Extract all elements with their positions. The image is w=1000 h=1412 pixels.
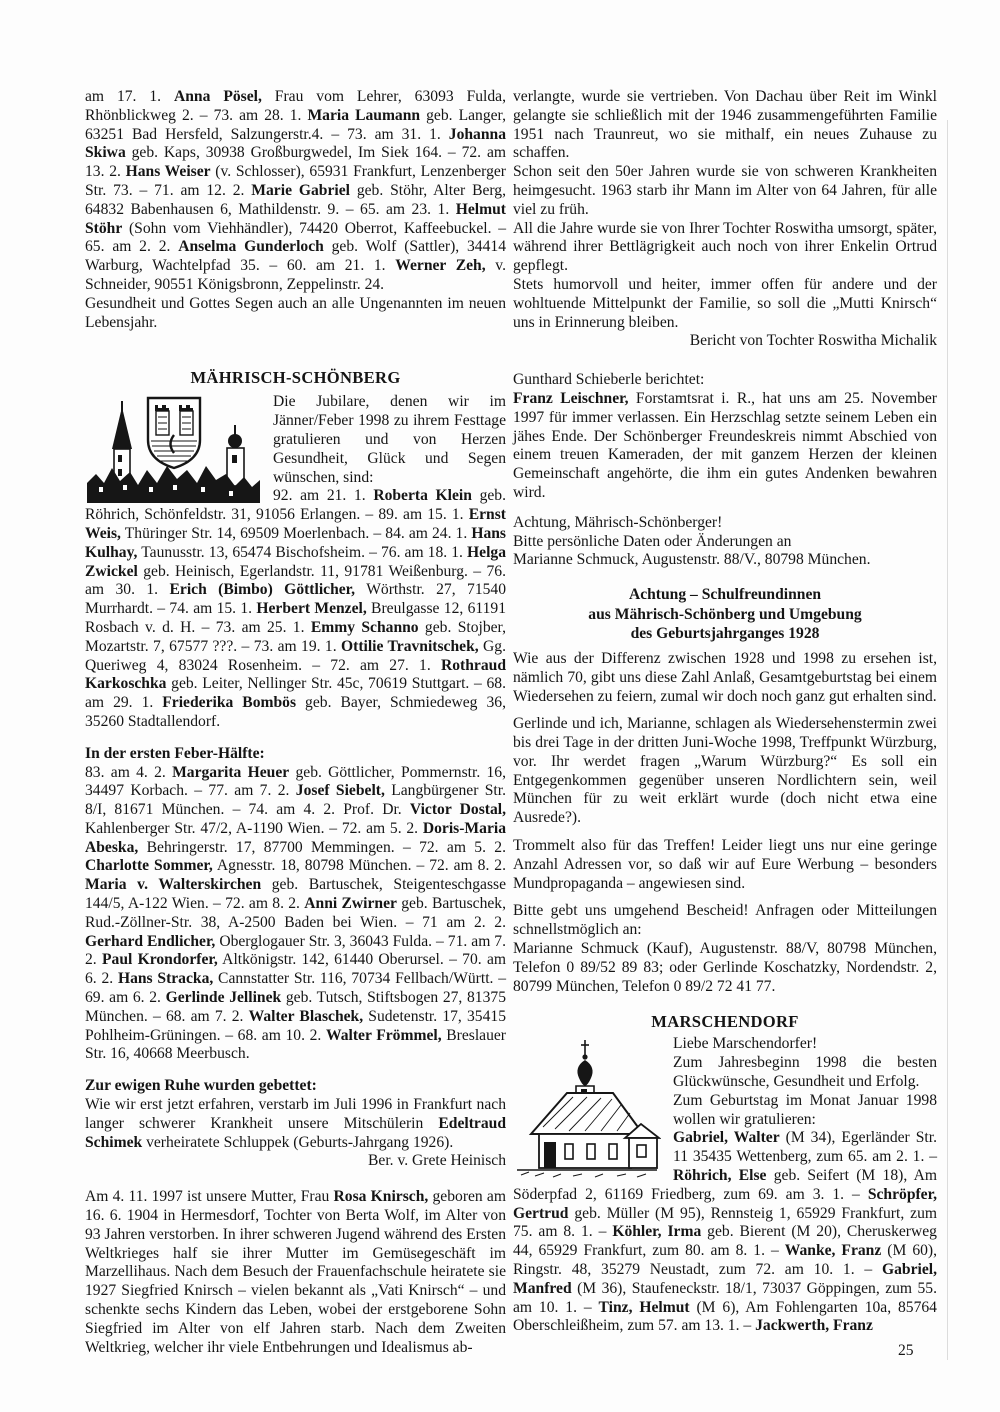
subheading-obituaries: Zur ewigen Ruhe wurden gebettet:	[85, 1077, 317, 1095]
paragraph-feber-jubilare: 83. am 4. 2. Margarita Heuer geb. Göttlicher, Pommernstr. 16, 34497 Korbach. – 77. am 7. 2. Josef Siebelt, Langbürgener Str. 8/I, 81671 München. – 74. am 4. 2. Prof. Dr. Victor Dostal, Kahlenberger Str. 47/2, A-1190 Wien. – 72. am 5. 2. Doris-Maria Abeska, Behringerstr. 17, 87700 Memmingen. – 72. am 5. 2. Charlotte Sommer, Agnesstr. 18, 80798 München. – 72. am 8. 2. Maria v. Walterskirchen geb. Bartuschek, Steigenteschgasse 144/5, A-122 Wien. – 72. am 8. 2. Anni Zwirner geb. Bartuschek, Rud.-Zöllner-Str. 38, A-2500 Baden bei Wien. – 71 am 2. 2. Gerhard Endlicher, Oberglogauer Str. 3, 36043 Fulda. – 71. am 7. 2. Paul Krondorfer, Altkönigstr. 142, 61440 Oberursel. – 70. am 6. 2. Hans Stracka, Cannstatter Str. 116, 70734 Fellbach/Württ. – 69. am 6. 2. Gerlinde Jellinek geb. Tutsch, Stiftsbogen 27, 81375 München. – 68. am 7. 2. Walter Blaschek, Sudetenstr. 17, 35415 Pohlheim-Grüningen. – 68. am 10. 2. Walter Frömmel, Breslauer Str. 16, 40668 Meerbusch.	[85, 763, 507, 1063]
paragraph-knirsch-continued-2: Schon seit den 50er Jahren wurde sie von schweren Krankheiten heimgesucht. 1963 starb ihr Mann im Alter von 64 Jahren, für alle viel zu früh.	[513, 163, 937, 218]
heading-line: Achtung – Schulfreundinnen	[628, 586, 822, 604]
right-column	[513, 88, 937, 1336]
paragraph-reunion-contact: Bitte gebt uns umgehend Bescheid! Anfragen oder Mitteilungen schnellstmöglich an:	[513, 902, 937, 939]
paragraph-reunion-2: Gerlinde und ich, Marianne, schlagen als Wiedersehenstermin zwei bis drei Tage in der dritten Juni-Woche 1998, Treffpunkt Würzburg, vor. Ihr werdet fragen „Warum Würzburg?“ Es soll ein Entgegenkommen gegenüber unseren Nordlichtern sein, weil München für zu weit erklärt wurde (doch nicht etwa eine Ausrede?).	[513, 715, 937, 827]
heading-line: aus Mährisch-Schönberg und Umgebung	[588, 605, 862, 623]
paragraph-knirsch-continued-1: verlangte, wurde sie vertrieben. Von Dachau über Reit im Winkl gelangte sie schließlich mit der 1946 zusammengeführten Familie 1951 nach Traunreut, wo sie mithalf, ein neues Zuhause zu schaffen.	[513, 88, 937, 162]
paragraph-blessing: Gesundheit und Gottes Segen auch an alle Ungenannten im neuen Lebensjahr.	[85, 294, 506, 331]
notice-line: Bitte persönliche Daten oder Änderungen an	[513, 532, 792, 550]
page-number: 25	[898, 1342, 914, 1359]
spire-ball	[582, 1055, 587, 1060]
paragraph-schoenberg-jubilare: 92. am 21. 1. Roberta Klein geb. Röhrich, Schönfeldstr. 31, 91056 Erlangen. – 89. am 15. 1. Ernst Weis, Thüringer Str. 14, 69509 Moerlenbach. – 84. am 24. 1. Hans Kulhay, Taunusstr. 13, 65474 Bischofsheim. – 76. am 18. 1. Helga Zwickel geb. Heinisch, Egerlandstr. 11, 91781 Weißenburg. – 76. am 30. 1. Erich (Bimbo) Göttlicher, Wörthstr. 27, 71540 Murrhardt. – 74. am 15. 1. Herbert Menzel, Breulgasse 12, 61191 Rosbach v. d. H. – 73. am 25. 1. Emmy Schanno geb. Stojber, Mozartstr. 7, 67577 ???. – 73. am 19. 1. Ottilie Travnitschek, Gg. Queriweg 4, 83024 Rosenheim. – 72. am 27. 1. Rothraud Karkoschka geb. Leiter, Nellinger Str. 45c, 70619 Stuttgart. – 68. am 29. 1. Friederika Bombös geb. Bayer, Schmiedeweg 36, 35260 Stadtallendorf.	[85, 487, 507, 730]
paragraph-marschendorf-wishes: Zum Jahresbeginn 1998 die besten Glückwünsche, Gesundheit und Erfolg.	[673, 1054, 937, 1091]
paragraph-marschendorf-birthday-intro: Zum Geburtstag im Monat Januar 1998 wollen wir gratulieren:	[673, 1091, 937, 1128]
right-tower-icon	[227, 425, 244, 486]
heading-line: des Geburtsjahrganges 1928	[630, 625, 820, 643]
paragraph-reunion-address: Marianne Schmuck (Kauf), Augustenstr. 88/V, 80798 München, Telefon 0 89/52 89 83; oder Gerlinde Koschatzky, Nordendstr. 2, 80799 München, Telefon 0 89/2 72 41 77.	[513, 940, 937, 995]
paragraph-obituary-knirsch: Am 4. 11. 1997 ist unsere Mutter, Frau Rosa Knirsch, geboren am 16. 6. 1904 in Hermesdorf, Tochter von Berta Wolf, im Alter von 93 Jahren verstorben. In ihrer schweren Jugend während des Ersten Weltkrieges half sie ihrer Mutter im Gemüsegeschäft im Marzellihaus. Nach dem Besuch der Frauenfachschule heiratete sie 1927 Siegfried Knirsch – vielen bekannt als „Vati Knirsch“ – und schenkte sechs Kindern das Leben, wobei der erstgeborene Sohn Siegfried im Alter von elf Jahren starb. Nach dem Zweiten Weltkrieg, welcher ihr viele Entbehrungen und Idealismus ab-	[85, 1188, 506, 1356]
notice-line: Achtung, Mährisch-Schönberger!	[513, 513, 723, 531]
subheading-feber: In der ersten Feber-Hälfte:	[85, 744, 265, 762]
church-roof	[531, 1093, 643, 1134]
notice-line: Marianne Schmuck, Augustenstr. 88/V., 80798 München.	[513, 551, 871, 569]
byline-grete-heinisch: Ber. v. Grete Heinisch	[368, 1152, 506, 1170]
byline-roswitha-michalik: Bericht von Tochter Roswitha Michalik	[689, 332, 937, 350]
paragraph-reunion-1: Wie aus der Differenz zwischen 1928 und 1998 zu ersehen ist, nämlich 70, gibt uns diese Zahl Anlaß, Gesamtgeburtstag bei einem Wiedersehen zu feiern, zumal wir doch noch ganz gut erhalten sind.	[513, 649, 937, 705]
paragraph-reunion-3: Trommelt also für das Treffen! Leider liegt uns nur eine geringe Anzahl Adressen vor, so daß wir auf Eure Werbung – besonders Mundpropaganda – angewiesen sind.	[513, 837, 937, 892]
section-title-schulfreundinnen	[513, 585, 937, 644]
schoenberg-town-illustration	[85, 395, 263, 503]
onion-dome	[577, 1060, 592, 1086]
paragraph-obituary-leischner: Franz Leischner, Forstamtsrat i. R., hat uns am 25. November 1997 für immer verlassen. Ein Herzschlag setzte seinem Leben ein jähes Ende. Der Schönberger Freundeskreis nimmt Abschied von einem treuen Kameraden, der mit ganzem Herzen der kleinen Gemeinschaft angehörte, die ihm ein gutes Andenken bewahren wird.	[513, 389, 937, 501]
section-title-maehrisch-schoenberg: MÄHRISCH-SCHÖNBERG	[190, 368, 401, 388]
paragraph-marschendorf-greeting: Liebe Marschendorfer!	[673, 1035, 818, 1053]
paragraph-schoenberg-intro: Die Jubilare, denen wir im Jänner/Feber 1998 zu ihrem Festtage gratulieren und von Herzen Gesundheit, Glück und Segen wünschen, sind:	[273, 393, 506, 486]
left-column	[85, 88, 506, 1357]
paragraph-marschendorf-names: Gabriel, Walter (M 34), Egerländer Str. 11 35435 Wettenberg, zum 65. am 2. 1. – Röhrich, Else geb. Seifert (M 18), Am Söderpfad 2, 61169 Friedberg, zum 69. am 3. 1. – Schröpfer, Gertrud geb. Müller (M 95), Rennsteig 1, 65929 Frankfurt, zum 75. am 8. 1. – Köhler, Irma geb. Bierent (M 20), Cheruskerweg 44, 65929 Frankfurt, zum 80. am 8. 1. – Wanke, Franz (M 60), Ringstr. 48, 35279 Neustadt, zum 72. am 10. 1. – Gabriel, Manfred (M 36), Staufeneckstr. 18/1, 73037 Göppingen, zum 55. am 10. 1. – Tinz, Helmut (M 6), Am Fohlengarten 10a, 85764 Oberschleißheim, zum 57. am 13. 1. – Jackwerth, Franz	[513, 1129, 938, 1335]
paragraph-obituary-schimek: Wie wir erst jetzt erfahren, verstarb im Juli 1996 in Frankfurt nach langer schwerer Krankheit unsere Mitschülerin Edeltraud Schimek verheiratete Schluppek (Geburts-Jahrgang 1926).	[85, 1096, 506, 1151]
paragraph-knirsch-continued-3: All die Jahre wurde sie von Ihrer Tochter Roswitha umsorgt, später, während ihrer Bettlägrigkeit auch noch von ihrer Enkelin Ortrud gepflegt.	[513, 219, 937, 275]
section-title-marschendorf: MARSCHENDORF	[651, 1012, 799, 1032]
scan-edge-artifact	[947, 120, 948, 1360]
coat-of-arms-icon	[148, 398, 200, 468]
paragraph-january-jubilare: am 17. 1. Anna Pösel, Frau vom Lehrer, 63093 Fulda, Rhönblickweg 2. – 73. am 28. 1. Maria Laumann geb. Langer, 63251 Bad Hersfeld, Salzungerstr.4. – 73. am 31. 1. Johanna Skiwa geb. Kaps, 30938 Großburgwedel, Im Siek 164. – 72. am 13. 2. Hans Weiser (v. Schlosser), 65931 Frankfurt, Lenzenberger Str. 73. – 71. am 12. 2. Marie Gabriel geb. Stöhr, Alter Berg, 64832 Babenhausen 6, Mathildenstr. 9. – 65. am 23. 1. Helmut Stöhr (Sohn vom Viehhändler), 74420 Oberrot, Kaffeebuckel. – 65. am 2. 2. Anselma Gunderloch geb. Wolf (Sattler), 34414 Warburg, Wachtelpfad 35. – 60. am 21. 1. Werner Zeh, v. Schneider, 90551 Königsbronn, Zeppelinstr. 24.	[85, 88, 507, 293]
marschendorf-church-illustration	[513, 1037, 661, 1183]
notice-address-change	[513, 514, 937, 570]
church-door	[544, 1142, 556, 1168]
paragraph-schieberle-intro: Gunthard Schieberle berichtet:	[513, 371, 705, 389]
paragraph-knirsch-continued-4: Stets humorvoll und heiter, immer offen für andere und der wohltuende Mittelpunkt der Familie, so soll die „Mutti Knirsch“ uns in Erinnerung bleiben.	[513, 275, 937, 331]
